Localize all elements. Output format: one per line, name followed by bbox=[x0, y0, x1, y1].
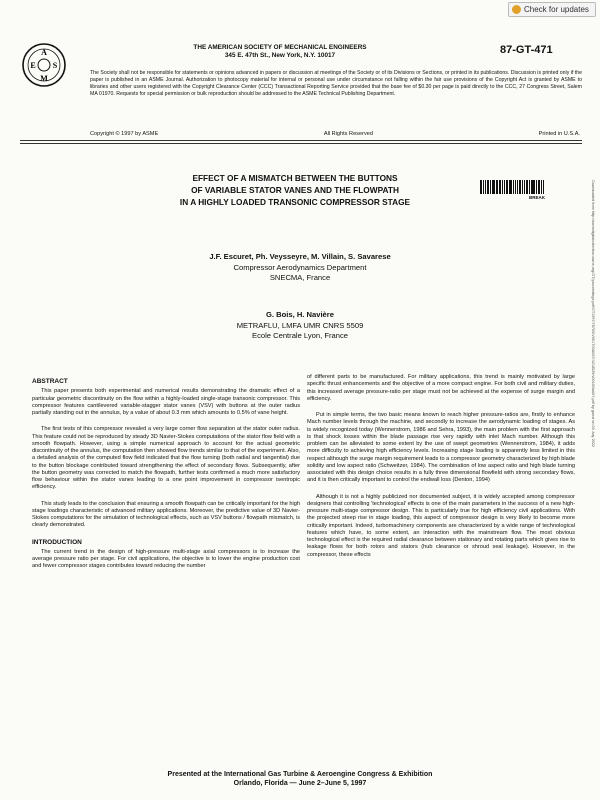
update-badge-icon bbox=[512, 5, 521, 14]
disclaimer-text: The Society shall not be responsible for statements or opinions advanced in papers or discussion at meetings of the Society or of its Divisions or Sections, or printed in its publications. Discussion is printed only if the paper is published in an ASME Journal. Authorization to photocopy material for internal or personal use under circumstance not falling within the fair use provisions of the Copyright Act is granted by ASME to libraries and other users registered with the Copyright Clearance Center (CCC) Transactional Reporting Service provided that the base fee of $0.30 per page is paid directly to the CCC, 27 Congress Street, Salem MA 01970. Requests for special permission or bulk reproduction should be addressed to the ASME Technical Publishing Department. bbox=[90, 70, 582, 97]
barcode-bar bbox=[519, 180, 521, 194]
barcode-bar bbox=[526, 180, 528, 194]
check-for-updates-label: Check for updates bbox=[524, 5, 589, 14]
footer-line-2: Orlando, Florida — June 2–June 5, 1997 bbox=[233, 780, 367, 787]
author-names: J.F. Escuret, Ph. Veysseyre, M. Villain, S. Savarese bbox=[209, 252, 391, 261]
svg-text:M: M bbox=[40, 74, 48, 83]
abstract-paragraph: The first tests of this compressor revealed a very large corner flow separation at the stator outer radius. This feature could not be reproduced by steady 3D Navier-Stokes computations of the stator flow field with a smooth flowpath. However, using a simple numerical approach to account for the actual geometric discontinuity of the annulus, the computation then showed flow trends similar to that of the experiment. Also, a detailed analysis of the computed flow field indicated that the flow turning (both radial and tangential) due to the button blockage contributed toward strengthening the effect of secondary flows. Subsequently, after the button geometry was corrected to match the flowpath, further tests confirmed a much more satisfactory flow behaviour within the stator vanes leading to a one point improvement in compressor isentropic efficiency. bbox=[32, 426, 300, 491]
society-name: THE AMERICAN SOCIETY OF MECHANICAL ENGINEERS bbox=[193, 44, 367, 51]
paper-number: 87-GT-471 bbox=[500, 44, 553, 56]
barcode-bar bbox=[513, 180, 514, 194]
society-header bbox=[90, 44, 470, 60]
right-column bbox=[307, 374, 575, 568]
title-line-3: IN A HIGHLY LOADED TRANSONIC COMPRESSOR STAGE bbox=[179, 197, 411, 207]
paper-title bbox=[130, 172, 460, 208]
barcode-bar bbox=[483, 180, 484, 194]
header-divider-secondary bbox=[20, 143, 582, 144]
body-paragraph: of different parts to be manufactured. For military applications, this trend is mainly motivated by large specific thrust enhancements and the objective of a more compact engine. For both civil and military duties, this increased average pressure-ratio per stage must not be achieved at the expense of surge margin and efficiency. bbox=[307, 374, 575, 402]
society-address: 345 E. 47th St., New York, N.Y. 10017 bbox=[224, 52, 336, 59]
barcode-bar bbox=[538, 180, 540, 194]
footer-line-1: Presented at the International Gas Turbine & Aeroengine Congress & Exhibition bbox=[167, 771, 433, 778]
conference-footer bbox=[100, 770, 500, 788]
barcode-bar bbox=[531, 180, 532, 194]
title-line-2: OF VARIABLE STATOR VANES AND THE FLOWPATH bbox=[191, 185, 399, 195]
barcode-bar bbox=[522, 180, 523, 194]
abstract-paragraph: This study leads to the conclusion that ensuring a smooth flowpath can be critically important for the high stage loadings characteristic of advanced military applications. Moreover, the predictive value of 3D Navier-Stokes computations for the simulation of technological effects, such as VSV buttons / flowpath mismatch, is clearly demonstrated. bbox=[32, 500, 301, 529]
svg-text:S: S bbox=[52, 61, 58, 70]
barcode-bar bbox=[529, 180, 530, 194]
barcode-bar bbox=[509, 180, 512, 194]
barcode-bar bbox=[517, 180, 518, 194]
barcode-bar bbox=[524, 180, 525, 194]
barcode-bar bbox=[502, 180, 503, 194]
barcode-bar bbox=[541, 180, 542, 194]
asme-logo bbox=[20, 42, 68, 88]
author-block-1 bbox=[120, 252, 480, 284]
svg-text:E: E bbox=[30, 61, 36, 70]
author-names: G. Bois, H. Navière bbox=[266, 310, 334, 319]
download-notice: Downloaded from http://asmedigitalcollection.asme.org/GT/proceedings-pdf/GT1997/78705/V001T03A067/4218539/v001t03a067.pdf by guest on 03 July 2022 bbox=[591, 180, 595, 448]
barcode-bar bbox=[496, 180, 497, 194]
abstract-heading: ABSTRACT bbox=[32, 378, 68, 385]
author-organization: Ecole Centrale Lyon, France bbox=[252, 331, 348, 340]
introduction-heading: INTRODUCTION bbox=[32, 538, 82, 546]
copyright-text: Copyright © 1997 by ASME bbox=[90, 131, 159, 137]
barcode-bar bbox=[536, 180, 537, 194]
barcode-label: BREAK bbox=[528, 195, 545, 200]
author-department: METRAFLU, LMFA UMR CNRS 5509 bbox=[236, 320, 364, 330]
abstract-paragraph: This paper presents both experimental and numerical results demonstrating the dramatic effect of a particular geometric discontinuity on the flow within a highly-loaded single-stage transonic compressor. This compressor features cantilevered variable-stagger stator vanes (VSV) with buttons at the outer radius partially standing out in the annulus, by a value of about 0.3 mm which amounts to 0.5% of vane height. bbox=[32, 388, 300, 416]
barcode bbox=[480, 180, 545, 200]
barcode-bar bbox=[506, 180, 508, 194]
barcode-bar bbox=[543, 180, 544, 194]
body-paragraph: Although it is not a highly publicized nor documented subject, it is widely accepted among compressor designers that controlling 'technological' effects is one of the main parameters in the success of a new high-pressure multi-stage compressor design. This is particularly true for high efficiency civil applications. With the projected steep rise in stage loading, this aspect of compressor design is very likely to become more critically important. Indeed, turbomachinery components are characterized by a wide range of technological features which have, to some extent, an interaction with the mainstream flow. The most obvious technological effect is the required radial clearance between stationary and rotating parts which gives rise to leakage flows for both rotors and stators (hub clearance or shroud seal leakage). However, in the compressor, these effects bbox=[307, 493, 575, 558]
left-column bbox=[32, 378, 300, 580]
barcode-bar bbox=[504, 180, 505, 194]
rights-text: All Rights Reserved bbox=[323, 131, 373, 137]
author-organization: SNECMA, France bbox=[269, 273, 331, 282]
barcode-bar bbox=[480, 180, 482, 194]
barcode-bar bbox=[499, 180, 501, 194]
author-block-2 bbox=[120, 310, 480, 342]
barcode-bar bbox=[515, 180, 516, 194]
barcode-bar bbox=[532, 180, 535, 194]
copyright-row bbox=[90, 131, 580, 137]
barcode-bar bbox=[485, 180, 486, 194]
title-line-1: EFFECT OF A MISMATCH BETWEEN THE BUTTONS bbox=[192, 173, 398, 183]
author-department: Compressor Aerodynamics Department bbox=[233, 262, 367, 272]
introduction-paragraph: The current trend in the design of high-pressure multi-stage axial compressors is to increase the average pressure ratio per stage. For civil applications, the objective is to lower the engine production cost and fewer compressor stages contributes toward reducing the number bbox=[32, 548, 300, 570]
body-paragraph: Put in simple terms, the two basic means known to reach higher pressure-ratios are, firstly to enhance Mach number levels through the machine, and secondly to increase the aerodynamic loading of stages. As is widely recognized today (Wennerstrom, 1986 and Sehra, 1993), the main problem with the first approach is that shock losses within the blade passage rise very rapidly with inlet Mach number. Although this problem can be alleviated to some extent by the use of swept geometries (Wennerstrom, 1984), it adds more difficulty to achieving high efficiency levels. Increasing stage loading is apparently less limited in this respect although the surge margin requirement leads to a compressor geometry characterized by high blade solidity and low aspect ratio (Schweitzer, 1984). The combination of low aspect ratio and high blade turning associated with this design choice results in a fully three dimensional flowfield with strong secondary flows, and it is then critically important to control the endwall loss (Denton, 1994) bbox=[307, 412, 575, 484]
barcode-bars bbox=[480, 180, 545, 194]
header-divider bbox=[20, 140, 582, 141]
check-for-updates-button[interactable] bbox=[508, 2, 596, 17]
svg-text:A: A bbox=[41, 48, 47, 57]
printed-text: Printed in U.S.A. bbox=[538, 131, 580, 137]
barcode-bar bbox=[492, 180, 495, 194]
barcode-bar bbox=[487, 180, 489, 194]
barcode-bar bbox=[497, 180, 498, 194]
barcode-bar bbox=[490, 180, 491, 194]
